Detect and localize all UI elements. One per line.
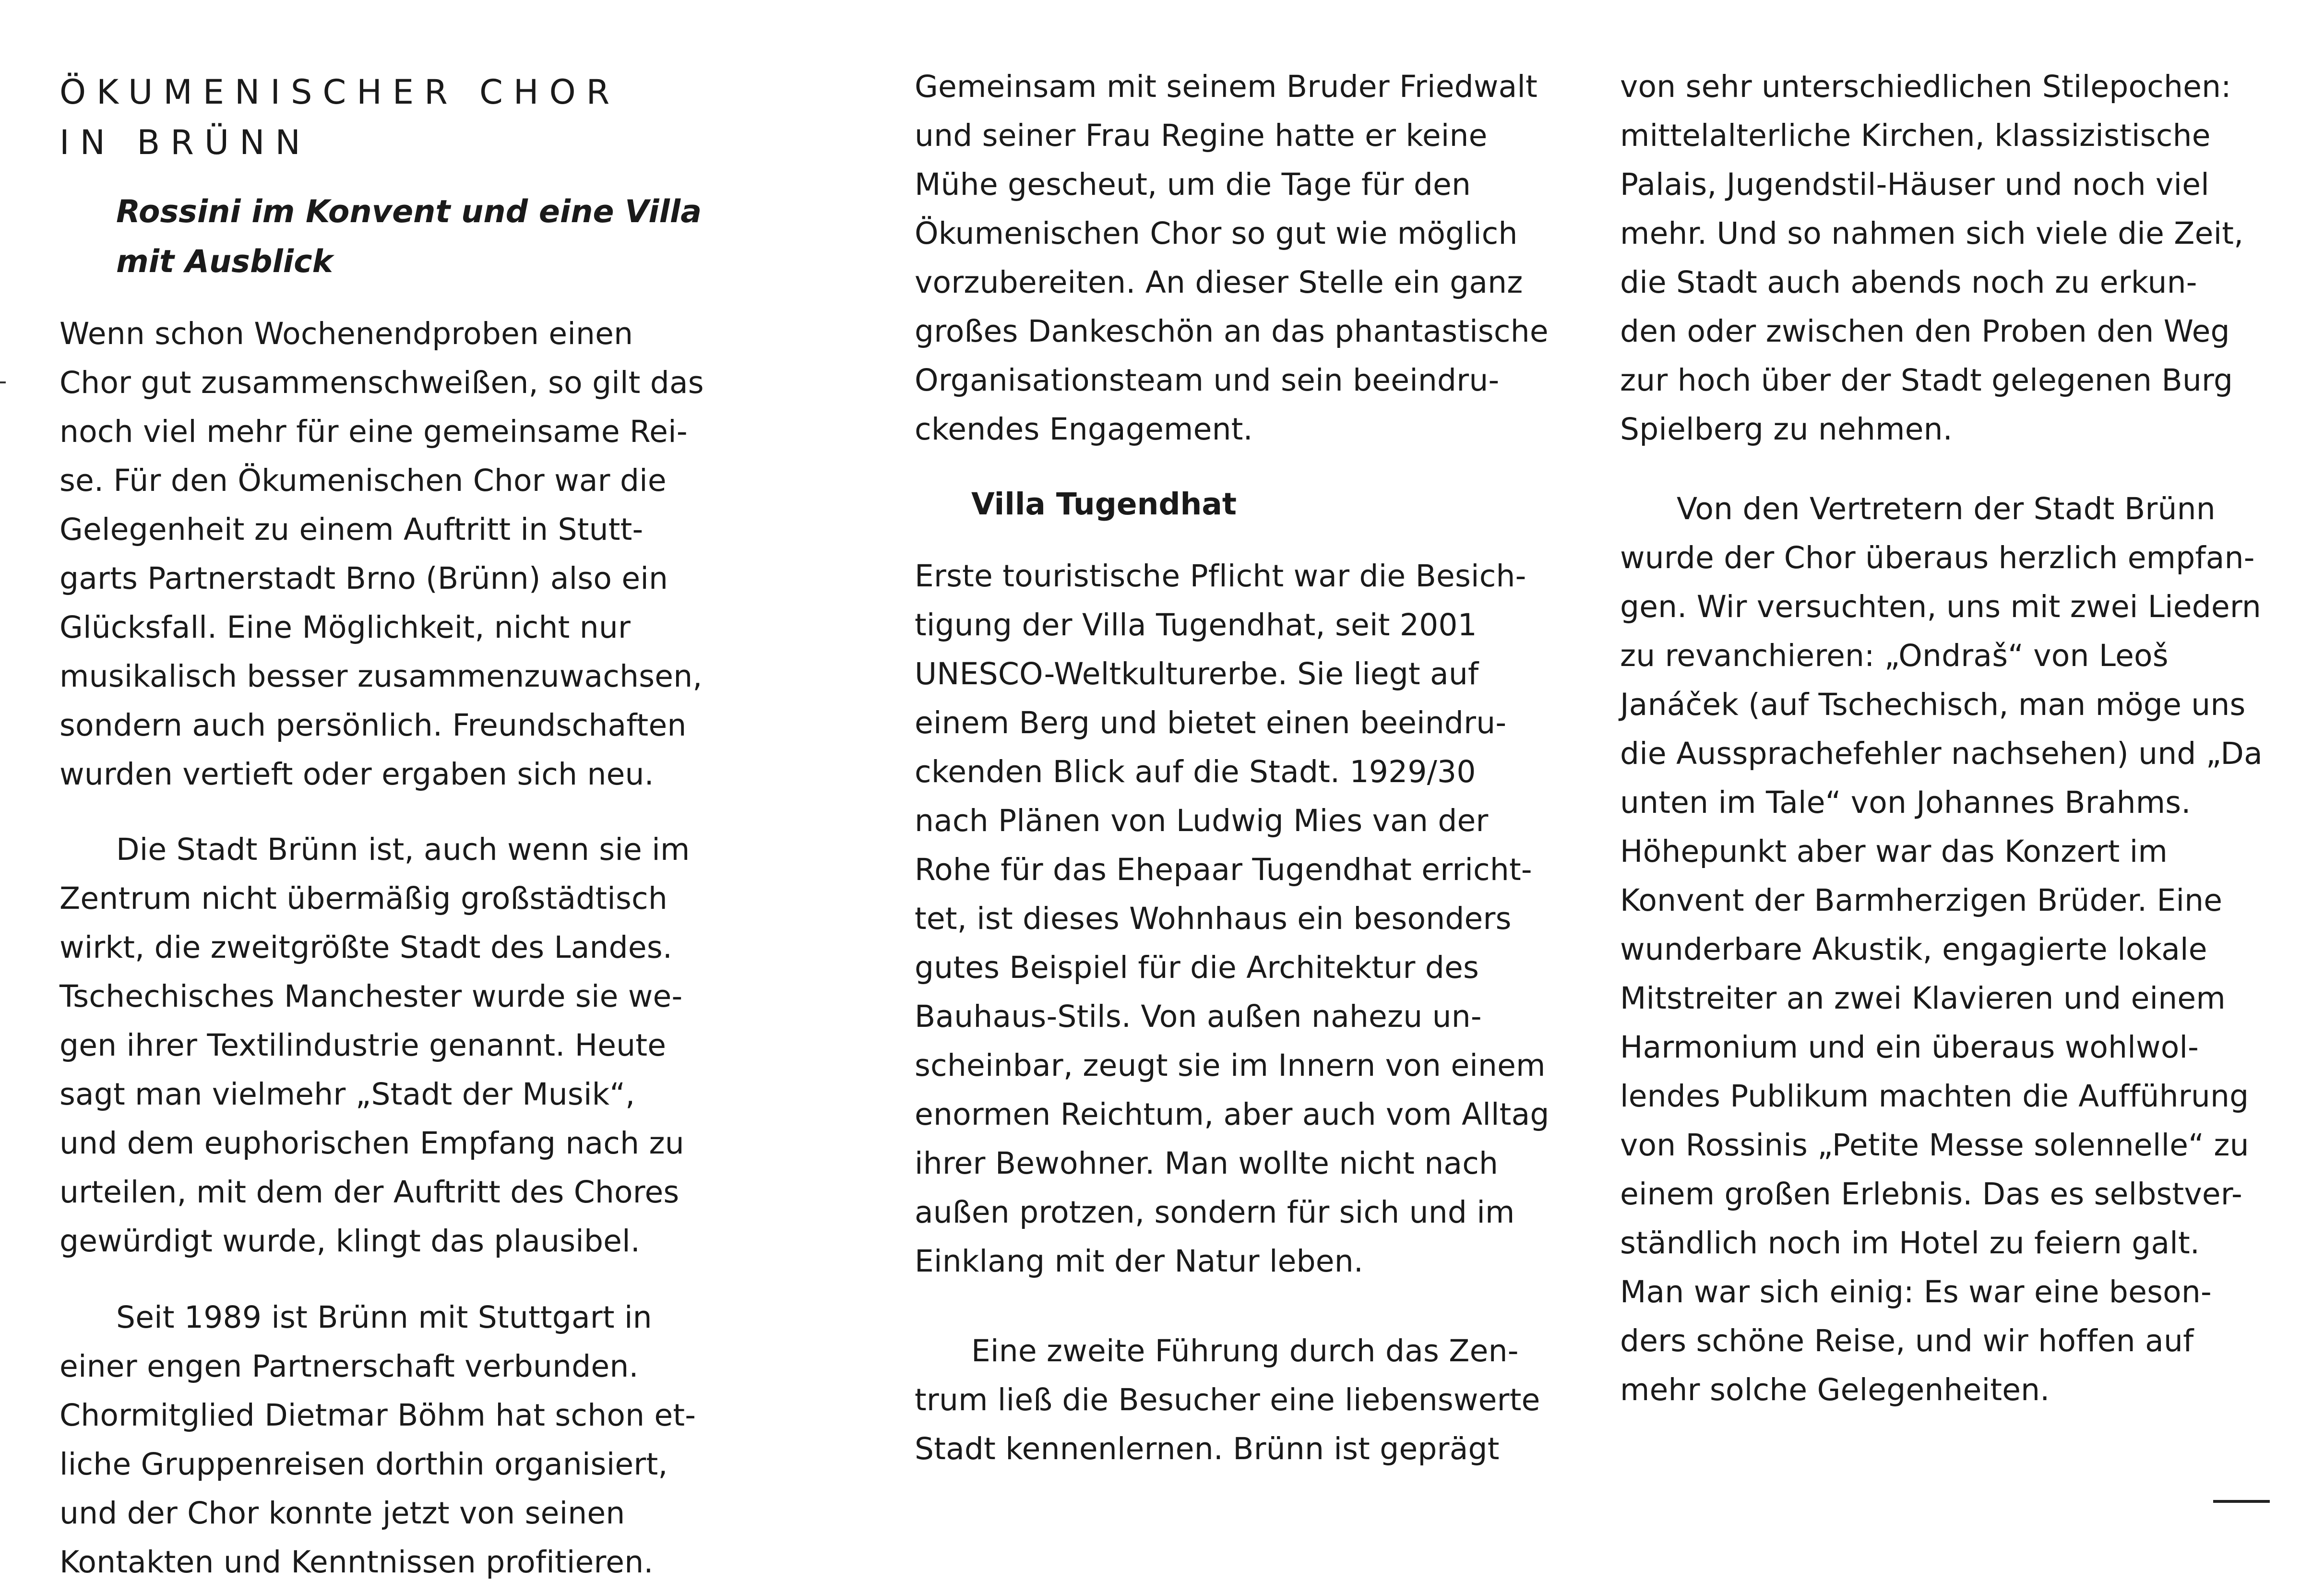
text-line: se. Für den Ökumenischen Chor war die: [60, 463, 667, 498]
text-line: scheinbar, zeugt sie im Innern von einem: [915, 1048, 1546, 1083]
text-line: und der Chor konnte jetzt von seinen: [60, 1496, 625, 1531]
text-line: gen. Wir versuchten, uns mit zwei Liedern: [1620, 589, 2261, 624]
text-line: ders schöne Reise, und wir hoffen auf: [1620, 1323, 2194, 1358]
section-title-line-2: IN BRÜNN: [60, 123, 311, 162]
paragraph-stilepochen: [1620, 62, 2243, 454]
text-line: Gemeinsam mit seinem Bruder Friedwalt: [915, 69, 1538, 104]
text-line: Organisationsteam und sein beeindru-: [915, 363, 1500, 398]
text-line: garts Partnerstadt Brno (Brünn) also ein: [60, 561, 668, 596]
text-line: Bauhaus-Stils. Von außen nahezu un-: [915, 999, 1482, 1034]
text-line: enormen Reichtum, aber auch vom Alltag: [915, 1097, 1549, 1132]
text-line: sagt man vielmehr „Stadt der Musik“,: [60, 1077, 635, 1112]
text-line: tet, ist dieses Wohnhaus ein besonders: [915, 901, 1512, 936]
text-line: Höhepunkt aber war das Konzert im: [1620, 834, 2168, 869]
text-line: Konvent der Barmherzigen Brüder. Eine: [1620, 883, 2223, 918]
text-line: zu revanchieren: „Ondraš“ von Leoš: [1620, 638, 2169, 673]
text-line: ckendes Engagement.: [915, 412, 1253, 447]
text-line: noch viel mehr für eine gemeinsame Rei-: [60, 414, 688, 449]
column-2: [915, 0, 1582, 1594]
text-line: Spielberg zu nehmen.: [1620, 412, 1953, 447]
text-line: ständlich noch im Hotel zu feiern galt.: [1620, 1225, 2200, 1261]
text-line: Man war sich einig: Es war eine beson-: [1620, 1274, 2212, 1309]
text-line: Stadt kennenlernen. Brünn ist geprägt: [915, 1431, 1500, 1466]
article-subtitle: [116, 187, 702, 287]
text-line: Ökumenischen Chor so gut wie möglich: [915, 216, 1518, 251]
text-line: zur hoch über der Stadt gelegenen Burg: [1620, 363, 2233, 398]
section-title: [60, 67, 620, 168]
text-line: Kontakten und Kenntnissen profitieren.: [60, 1545, 654, 1580]
text-line: mehr solche Gelegenheiten.: [1620, 1372, 2050, 1407]
text-line: Janáček (auf Tschechisch, man möge uns: [1620, 687, 2246, 722]
text-line: ihrer Bewohner. Man wollte nicht nach: [915, 1146, 1499, 1181]
text-line: Einklang mit der Natur leben.: [915, 1244, 1364, 1279]
text-line: liche Gruppenreisen dorthin organisiert,: [60, 1447, 668, 1482]
text-line: und dem euphorischen Empfang nach zu: [60, 1126, 684, 1161]
text-line: wurden vertieft oder ergaben sich neu.: [60, 757, 654, 792]
text-line: ckenden Blick auf die Stadt. 1929/30: [915, 754, 1476, 789]
text-line: wirkt, die zweitgrößte Stadt des Landes.: [60, 930, 673, 965]
text-line: einer engen Partnerschaft verbunden.: [60, 1349, 639, 1384]
subtitle-line-1: Rossini im Konvent und eine Villa: [116, 194, 702, 230]
text-line: unten im Tale“ von Johannes Brahms.: [1620, 785, 2191, 820]
text-line: einem Berg und bietet einen beeindru-: [915, 705, 1507, 740]
text-line: großes Dankeschön an das phantastische: [915, 314, 1549, 349]
paragraph-villa: [915, 552, 1549, 1286]
subtitle-line-2: mit Ausblick: [116, 244, 333, 280]
text-line: Palais, Jugendstil-Häuser und noch viel: [1620, 167, 2209, 202]
text-line: die Aussprachefehler nachsehen) und „Da: [1620, 736, 2263, 771]
text-line: Von den Vertretern der Stadt Brünn: [1677, 491, 2216, 526]
text-line: Chormitglied Dietmar Böhm hat schon et-: [60, 1398, 696, 1433]
text-line: vorzubereiten. An dieser Stelle ein ganz: [915, 265, 1523, 300]
paragraph-stadt-bruenn: [60, 825, 690, 1266]
section-title-line-1: ÖKUMENISCHER CHOR: [60, 72, 620, 112]
text-line: UNESCO-Weltkulturerbe. Sie liegt auf: [915, 656, 1479, 691]
text-line: Seit 1989 ist Brünn mit Stuttgart in: [116, 1300, 652, 1335]
text-line: wunderbare Akustik, engagierte lokale: [1620, 932, 2207, 967]
text-line: tigung der Villa Tugendhat, seit 2001: [915, 607, 1477, 642]
text-line: Eine zweite Führung durch das Zen-: [971, 1333, 1519, 1368]
text-line: Erste touristische Pflicht war die Besich-: [915, 559, 1526, 594]
text-line: Wenn schon Wochenendproben einen: [60, 316, 633, 351]
text-line: musikalisch besser zusammenzuwachsen,: [60, 659, 703, 694]
text-line: Mitstreiter an zwei Klavieren und einem: [1620, 981, 2226, 1016]
paragraph-fuehrung: [915, 1327, 1540, 1474]
text-line: sondern auch persönlich. Freundschaften: [60, 708, 687, 743]
text-line: die Stadt auch abends noch zu erkun-: [1620, 265, 2197, 300]
column-1: [60, 0, 727, 1594]
text-line: von sehr unterschiedlichen Stilepochen:: [1620, 69, 2231, 104]
end-of-article-rule: [2213, 1500, 2270, 1503]
text-line: mittelalterliche Kirchen, klassizistische: [1620, 118, 2211, 153]
text-line: nach Plänen von Ludwig Mies van der: [915, 803, 1489, 838]
paragraph-intro: [60, 309, 704, 799]
text-line: Zentrum nicht übermäßig großstädtisch: [60, 881, 667, 916]
text-line: Die Stadt Brünn ist, auch wenn sie im: [116, 832, 690, 867]
text-line: gutes Beispiel für die Architektur des: [915, 950, 1479, 985]
text-line: lendes Publikum machten die Aufführung: [1620, 1079, 2249, 1114]
text-line: Chor gut zusammenschweißen, so gilt das: [60, 365, 704, 400]
text-line: mehr. Und so nahmen sich viele die Zeit,: [1620, 216, 2244, 251]
text-line: gen ihrer Textilindustrie genannt. Heute: [60, 1028, 667, 1063]
text-line: trum ließ die Besucher eine liebenswerte: [915, 1382, 1540, 1417]
subheading-villa-tugendhat: Villa Tugendhat: [971, 487, 1237, 522]
text-line: wurde der Chor überaus herzlich empfan-: [1620, 540, 2255, 575]
margin-tick-mark: [0, 381, 6, 383]
paragraph-organisation: [915, 62, 1549, 454]
text-line: urteilen, mit dem der Auftritt des Chores: [60, 1175, 679, 1210]
text-line: Rohe für das Ehepaar Tugendhat erricht-: [915, 852, 1532, 887]
paragraph-partnerschaft: [60, 1293, 696, 1587]
text-line: Gelegenheit zu einem Auftritt in Stutt-: [60, 512, 644, 547]
column-3: [1620, 0, 2287, 1594]
text-line: von Rossinis „Petite Messe solennelle“ zu: [1620, 1128, 2249, 1163]
text-line: Mühe gescheut, um die Tage für den: [915, 167, 1471, 202]
text-line: außen protzen, sondern für sich und im: [915, 1195, 1515, 1230]
text-line: Glücksfall. Eine Möglichkeit, nicht nur: [60, 610, 631, 645]
text-line: gewürdigt wurde, klingt das plausibel.: [60, 1224, 641, 1259]
text-line: den oder zwischen den Proben den Weg: [1620, 314, 2230, 349]
text-line: einem großen Erlebnis. Das es selbstver-: [1620, 1177, 2242, 1212]
text-line: und seiner Frau Regine hatte er keine: [915, 118, 1488, 153]
paragraph-konzert: [1620, 485, 2263, 1415]
text-line: Harmonium und ein überaus wohlwol-: [1620, 1030, 2199, 1065]
text-line: Tschechisches Manchester wurde sie we-: [60, 979, 683, 1014]
